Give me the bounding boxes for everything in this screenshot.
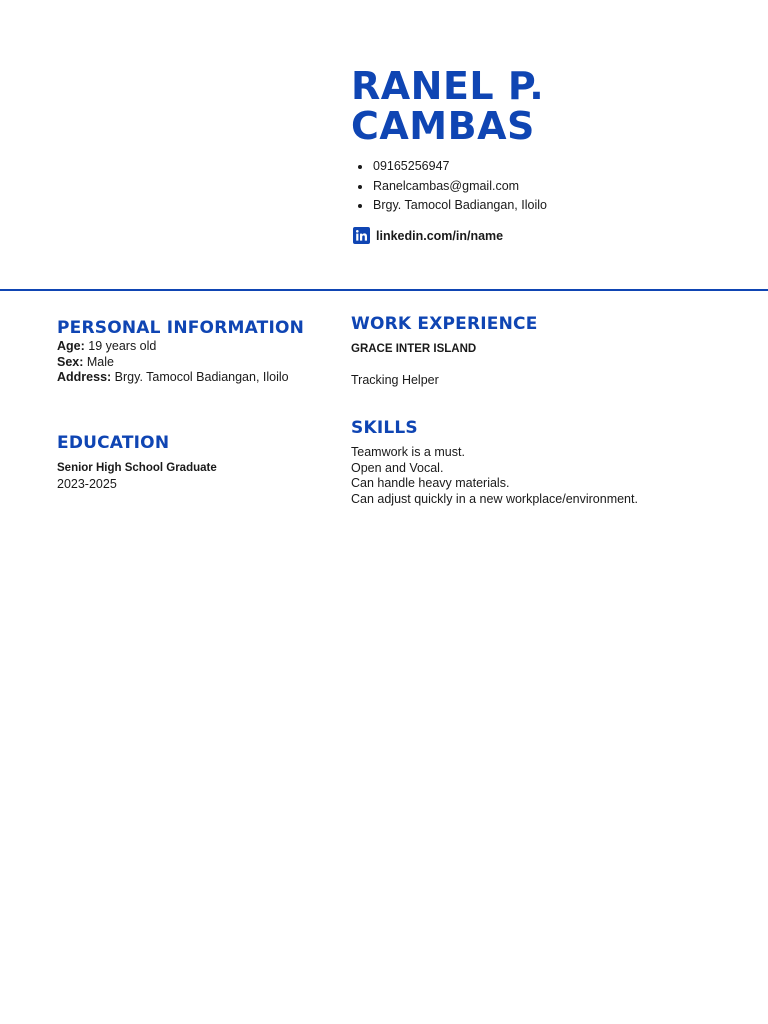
contact-email-text: Ranelcambas@gmail.com: [373, 178, 520, 193]
personal-info-title: PERSONAL INFORMATION: [57, 318, 305, 338]
contact-phone-text: 09165256947: [373, 159, 450, 173]
name-line-1: RANEL P.: [351, 64, 545, 108]
skill-item: Can adjust quickly in a new workplace/environment.: [351, 491, 638, 506]
linkedin-link[interactable]: [353, 227, 503, 244]
address-label: Address:: [57, 370, 112, 384]
education-years: 2023-2025: [57, 476, 117, 491]
skills-title: SKILLS: [351, 418, 418, 438]
contact-phone: [373, 157, 547, 177]
work-company: [351, 342, 476, 358]
education-title: EDUCATION: [57, 433, 170, 453]
contact-email: [373, 177, 547, 197]
bullet-icon: [358, 204, 362, 208]
skill-item: Open and Vocal.: [351, 460, 444, 475]
skills-list: [351, 445, 638, 507]
skill-item: Can handle heavy materials.: [351, 476, 510, 490]
resume-name: [351, 66, 731, 146]
work-role: [351, 373, 439, 389]
age-value: 19 years old: [88, 339, 157, 353]
skill-item: Teamwork is a must.: [351, 445, 465, 459]
address-value: Brgy. Tamocol Badiangan, Iloilo: [114, 370, 289, 384]
personal-info-body: [57, 339, 289, 386]
bullet-icon: [358, 165, 362, 169]
age-label: Age:: [57, 339, 85, 353]
contact-list: [355, 157, 547, 216]
education-school: Senior High School Graduate: [57, 462, 217, 474]
linkedin-text: linkedin.com/in/name: [376, 228, 504, 243]
linkedin-icon: [353, 227, 370, 244]
contact-address-text: Brgy. Tamocol Badiangan, Iloilo: [373, 198, 547, 212]
name-line-2: CAMBAS: [351, 104, 535, 148]
age-row: [57, 339, 289, 355]
header-divider: [0, 289, 768, 291]
sex-label: Sex:: [57, 354, 84, 369]
address-row: [57, 370, 289, 386]
education-body: [57, 461, 217, 492]
bullet-icon: [358, 185, 362, 189]
sex-value: Male: [86, 354, 114, 369]
sex-row: [57, 355, 289, 371]
contact-address: [373, 196, 547, 216]
work-experience-title: WORK EXPERIENCE: [351, 314, 538, 334]
work-role-text: Tracking Helper: [351, 373, 439, 387]
work-company-name: GRACE INTER ISLAND: [351, 343, 477, 355]
